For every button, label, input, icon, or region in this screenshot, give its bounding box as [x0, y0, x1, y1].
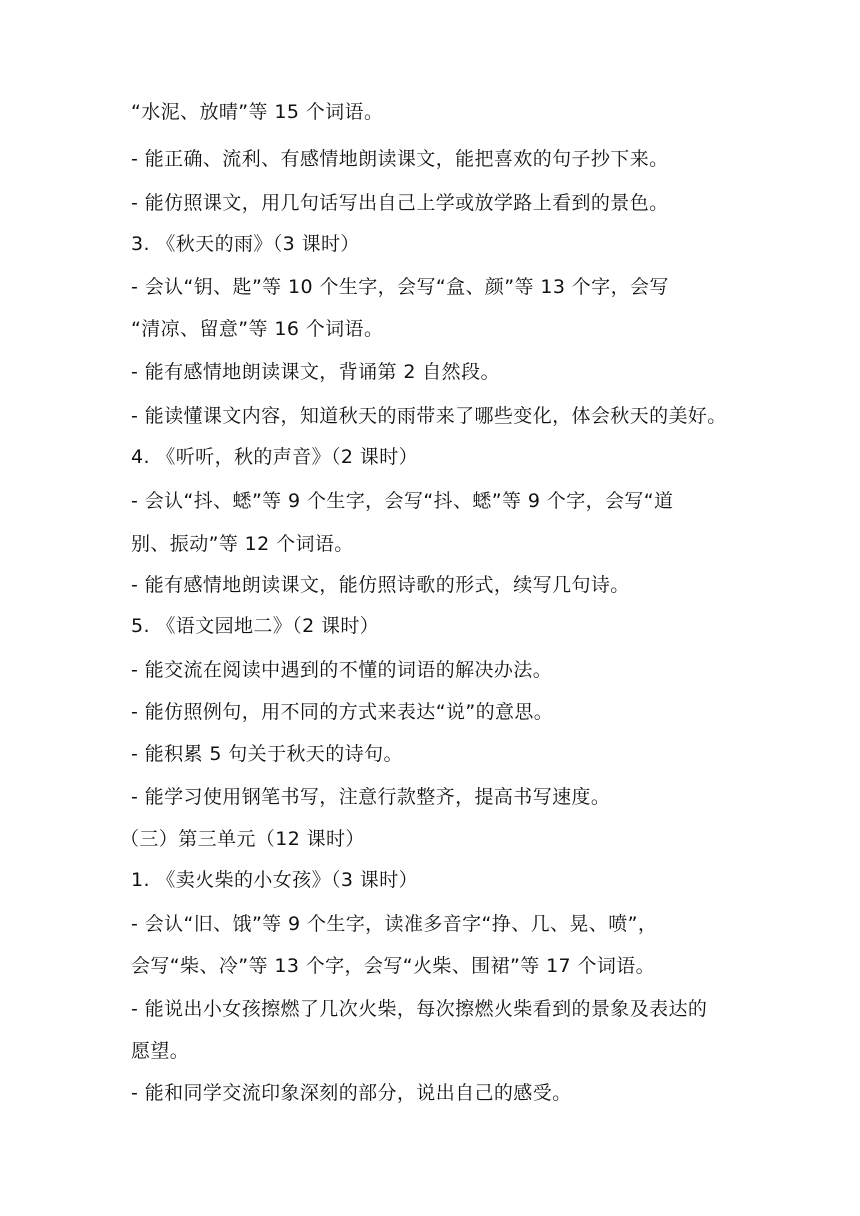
text-line-11: 别、振动”等 12 个词语。	[131, 533, 354, 555]
text-line-12: - 能有感情地朗读课文，能仿照诗歌的形式，续写几句诗。	[131, 574, 630, 596]
section-heading-5: 5. 《语文园地二》（2 课时）	[131, 615, 380, 637]
text-line-14: - 能交流在阅读中遇到的不懂的词语的解决办法。	[131, 659, 553, 681]
text-line-8: - 能读懂课文内容，知道秋天的雨带来了哪些变化，体会秋天的美好。	[131, 405, 727, 427]
text-line-1: “水泥、放晴”等 15 个词语。	[131, 101, 384, 123]
text-line-20: - 会认“旧、饿”等 9 个生字，读准多音字“挣、几、晃、喷”，	[131, 913, 658, 935]
text-line-22: - 能说出小女孩擦燃了几次火柴，每次擦燃火柴看到的景象及表达的	[131, 998, 708, 1020]
text-line-2: - 能正确、流利、有感情地朗读课文，能把喜欢的句子抄下来。	[131, 148, 669, 170]
text-line-15: - 能仿照例句，用不同的方式来表达“说”的意思。	[131, 701, 554, 723]
text-line-17: - 能学习使用钢笔书写，注意行款整齐，提高书写速度。	[131, 786, 611, 808]
text-line-16: - 能积累 5 句关于秋天的诗句。	[131, 743, 403, 765]
unit-heading: （三）第三单元（12 课时）	[120, 828, 365, 850]
text-line-24: - 能和同学交流印象深刻的部分，说出自己的感受。	[131, 1082, 572, 1104]
text-line-10: - 会认“抖、蟋”等 9 个生字，会写“抖、蟋”等 9 个字，会写“道	[131, 490, 674, 512]
text-line-21: 会写“柴、冷”等 13 个字，会写“火柴、围裙”等 17 个词语。	[131, 955, 656, 977]
section-heading-3: 3. 《秋天的雨》（3 课时）	[131, 233, 360, 255]
text-line-6: “清凉、留意”等 16 个词语。	[131, 318, 384, 340]
text-line-7: - 能有感情地朗读课文，背诵第 2 自然段。	[131, 361, 500, 383]
section-heading-1: 1. 《卖火柴的小女孩》（3 课时）	[131, 869, 418, 891]
text-line-3: - 能仿照课文，用几句话写出自己上学或放学路上看到的景色。	[131, 192, 669, 214]
text-line-5: - 会认“钥、匙”等 10 个生字，会写“盒、颜”等 13 个字，会写	[131, 276, 669, 298]
text-line-23: 愿望。	[131, 1040, 190, 1062]
section-heading-4: 4. 《听听，秋的声音》（2 课时）	[131, 446, 418, 468]
